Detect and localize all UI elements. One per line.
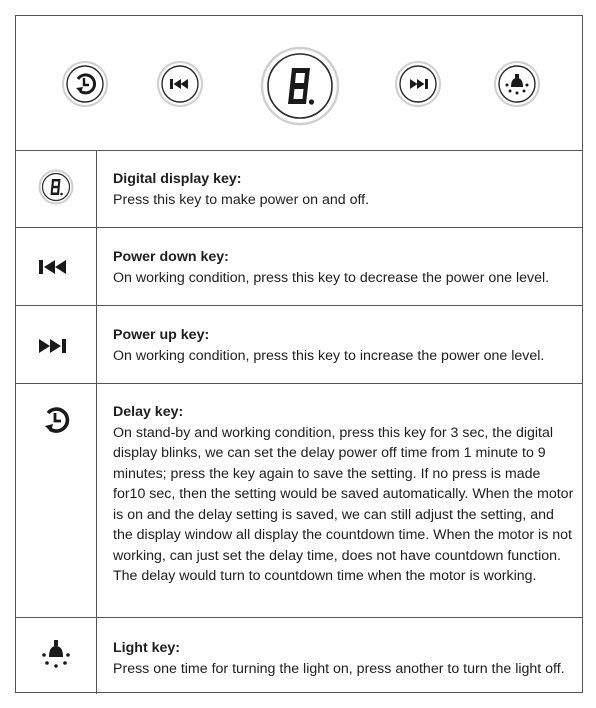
table-row-power-up: [16, 306, 582, 384]
key-description: Press one time for turning the light on, press another to turn the light off.: [113, 660, 565, 677]
key-title: Digital display key:: [113, 171, 242, 187]
power-down-icon: [39, 260, 73, 274]
digital-display-icon: [260, 46, 340, 126]
icon-cell: [16, 150, 97, 227]
key-title: Delay key:: [113, 404, 184, 420]
delay-icon: [62, 61, 108, 107]
digital-display-key[interactable]: [260, 46, 340, 126]
key-description: On working condition, press this key to decrease the power one level.: [113, 269, 550, 286]
icon-cell: [16, 384, 97, 617]
delay-icon: [41, 405, 71, 435]
key-title: Power up key:: [113, 327, 210, 343]
icon-cell: [16, 306, 97, 383]
control-panel: [16, 16, 582, 151]
digital-display-icon: [38, 169, 74, 205]
table-row-digital-display: [16, 150, 582, 228]
light-icon: [40, 638, 72, 670]
power-down-icon: [157, 61, 203, 107]
key-description: On stand-by and working condition, press this key for 3 sec, the digital display blinks, we can set the delay power off time from 1 minute to 9 minutes; press the key again to save the setting. If no press is made for10 sec, then the setting would be saved automatically. When the motor is on and the delay setting is saved, we can still adjust the setting, and the display window all display the countdown time. When the motor is not working, can just set the delay time, does not have countdown function. The delay would turn to countdown time when the motor is working.: [113, 424, 574, 584]
light-icon: [494, 61, 540, 107]
row-text: [113, 402, 574, 587]
icon-cell: [16, 228, 97, 305]
row-text: [113, 325, 574, 366]
table-row-light: [16, 618, 582, 694]
icon-cell: [16, 618, 97, 694]
power-up-icon: [39, 339, 73, 353]
row-text: [113, 247, 574, 288]
power-up-icon: [395, 61, 441, 107]
power-down-key[interactable]: [157, 61, 203, 107]
table-row-delay: [16, 384, 582, 618]
key-function-table: [15, 15, 583, 693]
light-key[interactable]: [494, 61, 540, 107]
key-title: Power down key:: [113, 249, 229, 265]
key-title: Light key:: [113, 640, 181, 656]
row-text: [113, 638, 574, 679]
row-text: [113, 169, 574, 210]
delay-key[interactable]: [62, 61, 108, 107]
key-description: On working condition, press this key to increase the power one level.: [113, 347, 545, 364]
power-up-key[interactable]: [395, 61, 441, 107]
table-row-power-down: [16, 228, 582, 306]
key-description: Press this key to make power on and off.: [113, 191, 370, 208]
